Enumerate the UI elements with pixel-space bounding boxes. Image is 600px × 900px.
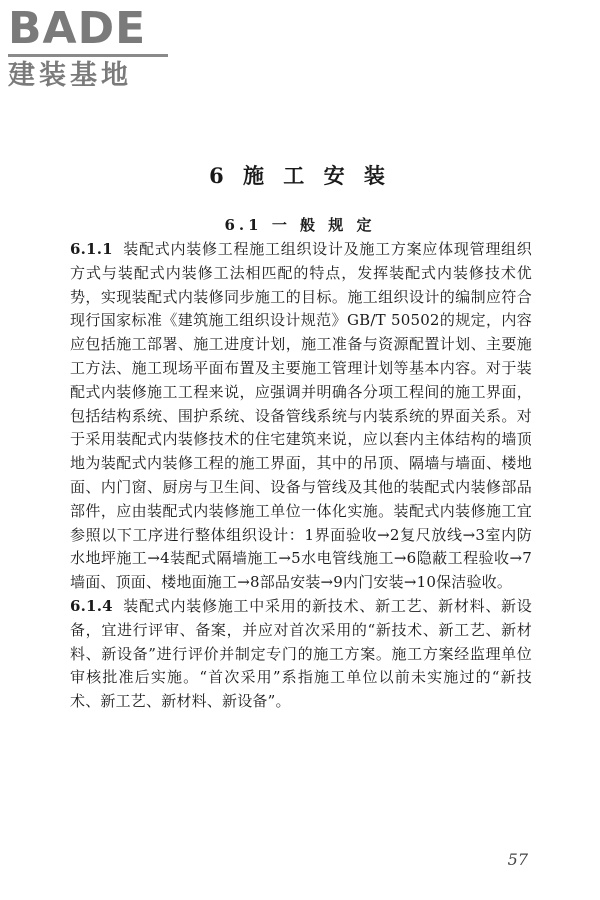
clause-text: 装配式内装修工程施工组织设计及施工方案应体现管理组织方式与装配式内装修工法相匹配的特点，发挥装配式内装修技术优势，实现装配式内装修同步施工的目标。施工组织设计的编制应符合现行国家标准《建筑施工组织设计规范》GB/T 50502的规定，内容应包括施工部署、施工进度计划，施工准备与资源配置计划、主要施工方法、施工现场平面布置及主要施工管理计划等基本内容。对于装配式内装修施工工程来说，应强调并明确各分项工程间的施工界面，包括结构系统、围护系统、设备管线系统与内装系统的界面关系。对于采用装配式内装修技术的住宅建筑来说，应以套内主体结构的墙顶地为装配式内装修工程的施工界面，其中的吊顶、隔墙与墙面、楼地面、内门窗、厨房与卫生间、设备与管线及其他的装配式内装修部品部件，应由装配式内装修施工单位一体化实施。装配式内装修施工宜参照以下工序进行整体组织设计：1界面验收→2复尺放线→3室内防水地坪施工→4装配式隔墙施工→5水电管线施工→6隐蔽工程验收→7墙面、顶面、楼地面施工→8部品安装→9内门安装→10保洁验收。: [70, 240, 532, 592]
logo-wordmark: BADE: [8, 3, 147, 54]
clause-text: 装配式内装修施工中采用的新技术、新工艺、新材料、新设备，宜进行评审、备案，并应对首次采用的“新技术、新工艺、新材料、新设备”进行评价并制定专门的施工方案。施工方案经监理单位审核批准后实施。“首次采用”系指施工单位以前未实施过的“新技术、新工艺、新材料、新设备”。: [70, 596, 532, 711]
page-body: [70, 238, 532, 714]
logo-divider: [8, 54, 168, 57]
clause-paragraph: [70, 595, 532, 714]
chapter-title: 6 施 工 安 装: [209, 163, 391, 188]
clause-number: 6.1.1: [70, 240, 113, 258]
logo-chinese-name: 建装基地: [8, 60, 132, 91]
bade-logo: [8, 3, 173, 91]
clause-number: 6.1.4: [70, 596, 113, 615]
section-title: 6.1 一 般 规 定: [224, 216, 376, 234]
page-number: 57: [507, 850, 528, 869]
clause-paragraph: [70, 238, 532, 595]
